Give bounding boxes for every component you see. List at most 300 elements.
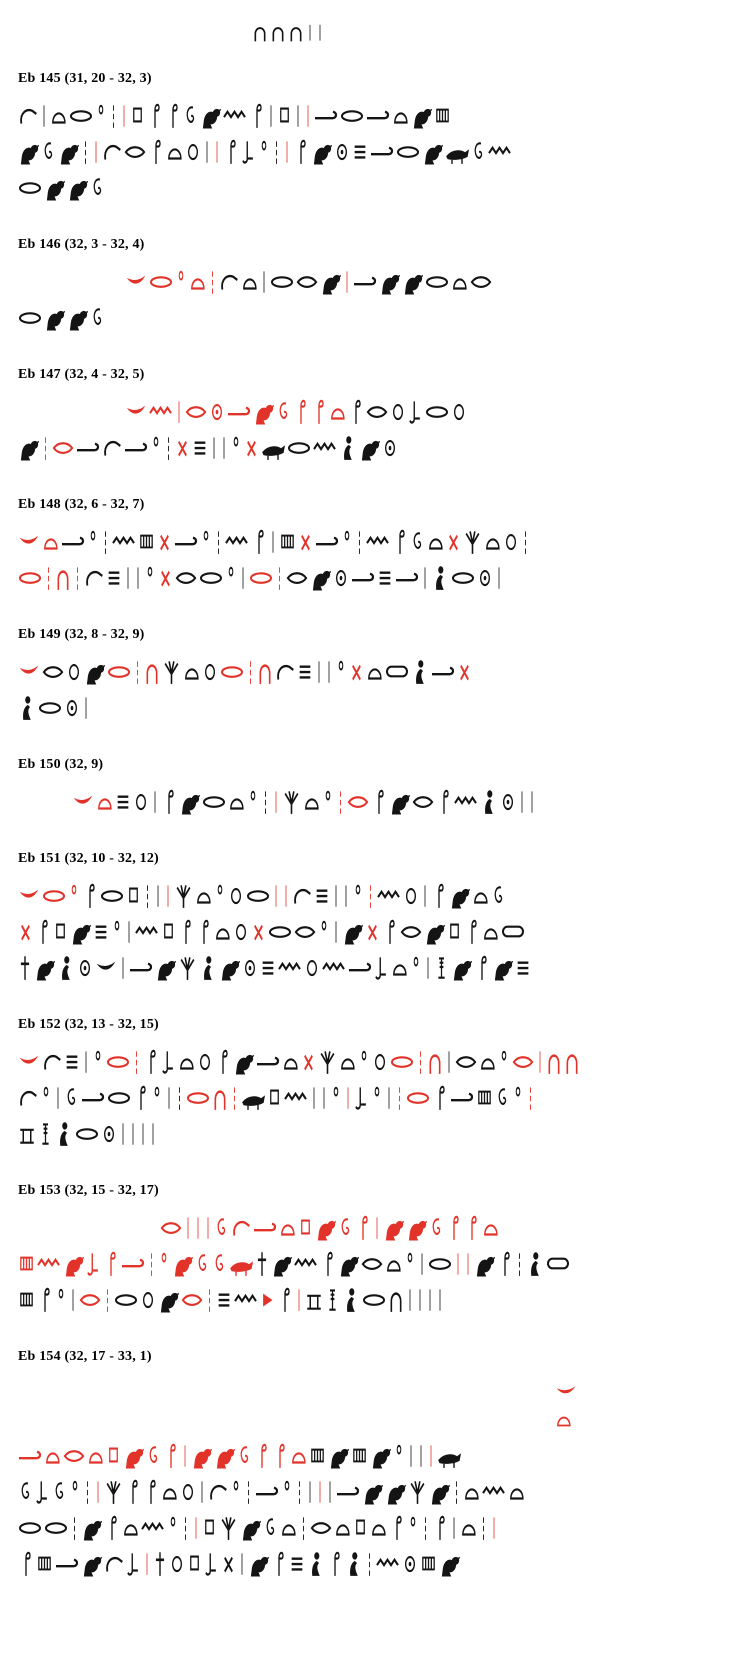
hieroglyph-box-icon xyxy=(53,916,68,946)
section-header xyxy=(18,1182,740,1199)
hieroglyph-halfcircle-icon xyxy=(392,100,409,130)
hieroglyph-seated-icon xyxy=(18,692,36,722)
hieroglyph-arm-icon xyxy=(81,1082,105,1112)
hieroglyph-stroke-icon xyxy=(69,1284,77,1314)
hieroglyph-curl-icon xyxy=(263,1512,278,1542)
section-eb-151 xyxy=(18,850,740,982)
hieroglyph-bird-icon xyxy=(67,302,88,332)
hieroglyph-oval-icon xyxy=(42,880,66,910)
hieroglyph-smallcircle-icon xyxy=(230,432,242,462)
hieroglyph-reed-icon xyxy=(432,1082,448,1112)
hieroglyph-smallcircle-icon xyxy=(167,1512,179,1542)
hieroglyph-zigzag-icon xyxy=(284,1082,308,1112)
hieroglyph-circle-icon xyxy=(403,880,419,910)
hieroglyph-cross-icon xyxy=(153,1548,167,1578)
hieroglyph-lens-icon xyxy=(160,1212,182,1242)
hieroglyph-zigzag-icon xyxy=(234,1284,258,1314)
hieroglyph-stroke-icon xyxy=(528,786,536,816)
hieroglyph-dots-icon xyxy=(275,562,284,592)
hieroglyph-halfcircle-icon xyxy=(366,656,383,686)
section-range: (32, 8 - 32, 9) xyxy=(64,627,145,642)
hieroglyph-stroke-icon xyxy=(421,880,429,910)
hieroglyph-reed-icon xyxy=(165,100,181,130)
hieroglyph-bird-icon xyxy=(179,786,200,816)
hieroglyph-dots-icon xyxy=(395,1082,404,1112)
hieroglyph-bird-icon xyxy=(439,1548,460,1578)
hieroglyph-lens-icon xyxy=(185,396,207,426)
hieroglyph-bird-icon xyxy=(200,100,221,130)
section-range: (32, 15 - 32, 17) xyxy=(64,1183,159,1198)
section-eb-153 xyxy=(18,1182,740,1314)
hieroglyph-seated-icon xyxy=(431,562,449,592)
hieroglyph-reed-icon xyxy=(104,1512,120,1542)
hieroglyph-zigzag-icon xyxy=(141,1512,165,1542)
hieroglyph-dots-icon xyxy=(164,432,173,462)
hieroglyph-bird-icon xyxy=(451,952,472,982)
section-range: (32, 4 - 32, 5) xyxy=(64,367,145,382)
hieroglyph-halfcircle-icon xyxy=(484,526,501,556)
hieroglyph-dots-icon xyxy=(147,1248,156,1278)
hieroglyph-halfcircle-icon xyxy=(460,1512,477,1542)
hieroglyph-stroke-icon xyxy=(306,1476,314,1506)
hieroglyph-curl-icon xyxy=(18,1476,33,1506)
section-range: (32, 6 - 32, 7) xyxy=(64,497,145,512)
hieroglyph-circle-icon xyxy=(228,880,244,910)
hieroglyph-plant-icon xyxy=(219,1512,238,1542)
hieroglyph-curl-icon xyxy=(491,880,506,910)
hieroglyph-halfcircle-icon xyxy=(195,880,212,910)
hieroglyph-oval-icon xyxy=(287,432,311,462)
hieroglyph-dots-icon xyxy=(230,1082,239,1112)
hieroglyph-dots-icon xyxy=(214,526,223,556)
hieroglyph-dots-icon xyxy=(208,266,217,296)
hieroglyph-stroke-icon xyxy=(326,1476,334,1506)
hieroglyph-circle-icon xyxy=(169,1548,185,1578)
hieroglyph-bird-icon xyxy=(402,266,423,296)
hieroglyph-dots-icon xyxy=(299,1512,308,1542)
hieroglyph-bird-icon xyxy=(240,1512,261,1542)
hieroglyph-seated-icon xyxy=(339,432,357,462)
hieroglyph-curl-icon xyxy=(52,1476,67,1506)
hieroglyph-oval-icon xyxy=(202,786,226,816)
hieroglyph-dots-icon xyxy=(366,880,375,910)
hieroglyph-halfcircle-icon xyxy=(427,526,444,556)
hieroglyph-x-icon xyxy=(349,656,364,686)
hieroglyph-bird-icon xyxy=(422,136,443,166)
hieroglyph-stroke-icon xyxy=(192,1512,200,1542)
hieroglyph-stroke-icon xyxy=(204,1212,212,1242)
hieroglyph-reed-icon xyxy=(382,916,398,946)
hieroglyph-roundrect-icon xyxy=(546,1248,570,1278)
hieroglyph-smallcircle-icon xyxy=(404,1248,416,1278)
page-number-glyphs xyxy=(252,20,326,44)
hieroglyph-smallcircle-icon xyxy=(371,1082,383,1112)
hieroglyph-box-icon xyxy=(447,916,462,946)
hieroglyph-stroke-icon xyxy=(203,136,211,166)
hieroglyph-halfcircle-icon xyxy=(451,266,468,296)
hieroglyph-reed-icon xyxy=(254,1440,270,1470)
hieroglyph-smallcircle-icon xyxy=(144,562,156,592)
hieroglyph-line xyxy=(18,432,740,462)
hieroglyph-cup-icon xyxy=(55,562,71,592)
hieroglyph-zigzag-icon xyxy=(225,526,249,556)
hieroglyph-seated-icon xyxy=(55,1118,73,1148)
hieroglyph-bars3-icon xyxy=(106,562,122,592)
hieroglyph-smallcircle-icon xyxy=(150,432,162,462)
hieroglyph-x-icon xyxy=(175,432,190,462)
hieroglyph-bird-icon xyxy=(315,1212,336,1242)
hieroglyph-reed-icon xyxy=(133,1082,149,1112)
hieroglyph-reed-icon xyxy=(355,1212,371,1242)
hieroglyph-curl-icon xyxy=(214,1212,229,1242)
hieroglyph-line xyxy=(18,1118,740,1148)
section-label: Eb 153 xyxy=(18,1183,61,1198)
hieroglyph-stroke-icon xyxy=(536,1046,544,1076)
hieroglyph-halfcircle-icon xyxy=(290,1440,307,1470)
hieroglyph-smallcircle-icon xyxy=(158,1248,170,1278)
hieroglyph-bird-icon xyxy=(214,1440,235,1470)
hieroglyph-reed-icon xyxy=(35,916,51,946)
hieroglyph-stroke-icon xyxy=(436,1284,444,1314)
hieroglyph-arm-icon xyxy=(351,562,375,592)
hieroglyph-stroke-icon xyxy=(332,880,340,910)
hieroglyph-line xyxy=(18,656,740,686)
hieroglyph-plant-icon xyxy=(408,1476,427,1506)
hieroglyph-line xyxy=(18,1284,740,1314)
hieroglyph-stroke-icon xyxy=(260,266,268,296)
hieroglyph-smallcircle-icon xyxy=(69,1476,81,1506)
hieroglyph-foot-icon xyxy=(204,1548,219,1578)
hieroglyph-bowl-icon xyxy=(125,266,147,296)
hieroglyph-stroke-icon xyxy=(129,1118,137,1148)
hieroglyph-halfcircle-icon xyxy=(479,1046,496,1076)
hieroglyph-line xyxy=(18,562,740,592)
hieroglyph-smallcircle-icon xyxy=(258,136,270,166)
hieroglyph-cup-icon xyxy=(212,1082,228,1112)
hieroglyph-stroke-icon xyxy=(417,1440,425,1470)
hieroglyph-cup-icon xyxy=(388,1284,404,1314)
hieroglyph-lens-icon xyxy=(455,1046,477,1076)
hieroglyph-dots-icon xyxy=(295,1476,304,1506)
hieroglyph-stroke-icon xyxy=(283,136,291,166)
hieroglyph-halfcircle-icon xyxy=(166,136,183,166)
hieroglyph-bird-icon xyxy=(219,952,240,982)
hieroglyph-sickle-icon xyxy=(219,266,239,296)
hieroglyph-x-icon xyxy=(446,526,461,556)
hieroglyph-bird-icon xyxy=(383,1212,404,1242)
hieroglyph-smallcircle-icon xyxy=(407,1512,419,1542)
hieroglyph-stroke-icon xyxy=(139,1118,147,1148)
hieroglyph-x-icon xyxy=(157,526,172,556)
hieroglyph-oval-icon xyxy=(199,562,223,592)
hieroglyph-sickle-icon xyxy=(102,136,122,166)
hieroglyph-circle-icon xyxy=(372,1046,388,1076)
hieroglyph-line xyxy=(18,100,740,130)
hieroglyph-sickle-icon xyxy=(84,562,104,592)
hieroglyph-curl-icon xyxy=(183,100,198,130)
hieroglyph-box-icon xyxy=(202,1512,217,1542)
hieroglyph-stroke-icon xyxy=(426,1284,434,1314)
hieroglyph-roundrect-icon xyxy=(501,916,525,946)
hieroglyph-stroke-icon xyxy=(373,1212,381,1242)
hieroglyph-bars3-icon xyxy=(260,952,276,982)
hieroglyph-smallcircle-icon xyxy=(55,1284,67,1314)
hieroglyph-oval-icon xyxy=(107,656,131,686)
hieroglyph-box-icon xyxy=(106,1440,121,1470)
hieroglyph-bird-icon xyxy=(158,1284,179,1314)
hieroglyph-halfcircle-icon xyxy=(50,100,67,130)
hieroglyph-arm-icon xyxy=(450,1082,474,1112)
hieroglyph-stroke-icon xyxy=(418,1248,426,1278)
hieroglyph-smallcircle-icon xyxy=(111,916,123,946)
section-label: Eb 154 xyxy=(18,1349,61,1364)
hieroglyph-zigzag-icon xyxy=(376,1548,400,1578)
hieroglyph-oval-icon xyxy=(425,266,449,296)
hieroglyph-comb-icon xyxy=(420,1548,437,1578)
hieroglyph-stroke-icon xyxy=(238,1548,246,1578)
hieroglyph-arm-icon xyxy=(366,100,390,130)
hieroglyph-stroke-icon xyxy=(316,21,324,43)
hieroglyph-smallcircle-icon xyxy=(352,880,364,910)
hieroglyph-bird-icon xyxy=(449,880,470,910)
hieroglyph-stroke-icon xyxy=(282,880,290,910)
hieroglyph-stroke-icon xyxy=(342,880,350,910)
hieroglyph-bowl-icon xyxy=(18,656,40,686)
hieroglyph-zigzag-icon xyxy=(294,1248,318,1278)
hieroglyph-reed-icon xyxy=(431,880,447,910)
hieroglyph-oval-icon xyxy=(428,1248,452,1278)
section-header xyxy=(18,496,740,513)
section-range: (32, 13 - 32, 15) xyxy=(64,1017,159,1032)
hieroglyph-oval-icon xyxy=(270,266,294,296)
hieroglyph-stroke-icon xyxy=(454,1248,462,1278)
hieroglyph-bird-icon xyxy=(320,266,341,296)
hieroglyph-line xyxy=(160,1212,740,1242)
hieroglyph-bowl-icon xyxy=(95,952,117,982)
hieroglyph-arm-icon xyxy=(395,562,419,592)
hieroglyph-arm-icon xyxy=(314,100,338,130)
hieroglyph-cross-icon xyxy=(18,952,32,982)
hieroglyph-smallcircle-icon xyxy=(151,1082,163,1112)
hieroglyph-circledot-icon xyxy=(333,562,349,592)
section-label: Eb 149 xyxy=(18,627,61,642)
hieroglyph-smallcircle-icon xyxy=(322,786,334,816)
hieroglyph-reed-icon xyxy=(474,952,490,982)
hieroglyph-bars3-icon xyxy=(192,432,208,462)
hieroglyph-bars3-icon xyxy=(64,1046,80,1076)
hieroglyph-arm-icon xyxy=(227,396,251,426)
hieroglyph-line xyxy=(72,786,740,816)
hieroglyph-bowl-icon xyxy=(125,396,147,426)
hieroglyph-reed-icon xyxy=(196,916,212,946)
hieroglyph-dots-icon xyxy=(272,136,281,166)
hieroglyph-smallcircle-icon xyxy=(330,1082,342,1112)
hieroglyph-stroke-icon xyxy=(125,916,133,946)
hieroglyph-sickle-icon xyxy=(231,1212,251,1242)
hieroglyph-line xyxy=(18,302,740,332)
hieroglyph-stroke-icon xyxy=(416,1284,424,1314)
hieroglyph-bird-icon xyxy=(248,1548,269,1578)
hieroglyph-bird-icon xyxy=(191,1440,212,1470)
hieroglyph-plant-icon xyxy=(282,786,301,816)
hieroglyph-zigzag-icon xyxy=(135,916,159,946)
hieroglyph-reed-icon xyxy=(389,1512,405,1542)
hieroglyph-smallcircle-icon xyxy=(318,916,330,946)
hieroglyph-seated-icon xyxy=(307,1548,325,1578)
hieroglyph-stroke-icon xyxy=(306,21,314,43)
hieroglyph-arm-icon xyxy=(370,136,394,166)
hieroglyph-lens-icon xyxy=(79,1284,101,1314)
hieroglyph-pillar-icon xyxy=(38,1118,53,1148)
hieroglyph-halfcircle-icon xyxy=(280,1512,297,1542)
hieroglyph-dots-icon xyxy=(41,432,50,462)
hieroglyph-reed-icon xyxy=(464,916,480,946)
hieroglyph-stroke-icon xyxy=(267,100,275,130)
hieroglyph-reed-icon xyxy=(293,136,309,166)
hieroglyph-bird-icon xyxy=(424,916,445,946)
hieroglyph-arm-icon xyxy=(256,1046,280,1076)
hieroglyph-reed-icon xyxy=(82,880,98,910)
hieroglyph-oval-icon xyxy=(69,100,93,130)
hieroglyph-oval-icon xyxy=(186,1082,210,1112)
hieroglyph-stroke-icon xyxy=(119,952,127,982)
hieroglyph-bird-icon xyxy=(172,1248,193,1278)
hieroglyph-comb-icon xyxy=(476,1082,493,1112)
hieroglyph-oval-icon xyxy=(425,396,449,426)
hieroglyph-comb-icon xyxy=(309,1440,326,1470)
hieroglyph-curl-icon xyxy=(195,1248,210,1278)
hieroglyph-sickle-icon xyxy=(104,1548,124,1578)
hieroglyph-reed-icon xyxy=(348,396,364,426)
hieroglyph-cup-icon xyxy=(257,656,273,686)
hieroglyph-smallcircle-icon xyxy=(358,1046,370,1076)
hieroglyph-halfcircle-icon xyxy=(329,396,346,426)
hieroglyph-animal-icon xyxy=(437,1440,461,1470)
hieroglyph-arm-icon xyxy=(18,1440,42,1470)
hieroglyph-box-icon xyxy=(126,880,141,910)
hieroglyph-oval-icon xyxy=(18,302,42,332)
hieroglyph-smallcircle-icon xyxy=(68,880,80,910)
hieroglyph-dots-icon xyxy=(181,1512,190,1542)
hieroglyph-oval-icon xyxy=(106,1046,130,1076)
hieroglyph-lens-icon xyxy=(347,786,369,816)
hieroglyph-comb-icon xyxy=(434,100,451,130)
hieroglyph-halfcircle-icon xyxy=(482,1212,499,1242)
hieroglyph-dots-icon xyxy=(101,526,110,556)
hieroglyph-oval-icon xyxy=(100,880,124,910)
hieroglyph-bird-icon xyxy=(18,432,39,462)
hieroglyph-smallcircle-icon xyxy=(225,562,237,592)
hieroglyph-curl-icon xyxy=(495,1082,510,1112)
hieroglyph-stroke-icon xyxy=(151,786,159,816)
hieroglyph-smallcircle-icon xyxy=(512,1082,524,1112)
hieroglyph-curl-icon xyxy=(146,1440,161,1470)
hieroglyph-x-icon xyxy=(18,916,33,946)
hieroglyph-curl-icon xyxy=(410,526,425,556)
hieroglyph-curl-icon xyxy=(41,136,56,166)
hieroglyph-stroke-icon xyxy=(406,1284,414,1314)
hieroglyph-circle-icon xyxy=(133,786,149,816)
hieroglyph-stroke-icon xyxy=(239,562,247,592)
hieroglyph-table-icon xyxy=(18,1118,36,1148)
hieroglyph-reed-icon xyxy=(271,1548,287,1578)
hieroglyph-dots-icon xyxy=(416,1046,425,1076)
section-header xyxy=(18,236,740,253)
hieroglyph-halfcircle-icon xyxy=(370,1512,387,1542)
hieroglyph-circledot-icon xyxy=(64,692,80,722)
hieroglyph-oval-icon xyxy=(451,562,475,592)
hieroglyph-smallcircle-icon xyxy=(40,1082,52,1112)
hieroglyph-reed-icon xyxy=(436,786,452,816)
hieroglyph-animal-icon xyxy=(241,1082,265,1112)
hieroglyph-lens-icon xyxy=(310,1512,332,1542)
hieroglyph-smallcircle-icon xyxy=(200,526,212,556)
hieroglyph-plant-icon xyxy=(174,880,193,910)
hieroglyph-bird-icon xyxy=(359,432,380,462)
hieroglyph-stroke-icon xyxy=(343,266,351,296)
hieroglyph-stroke-icon xyxy=(92,136,100,166)
hieroglyph-box-icon xyxy=(161,916,176,946)
hieroglyph-circle-icon xyxy=(233,916,249,946)
hieroglyph-bird-icon xyxy=(84,656,105,686)
hieroglyph-plant-icon xyxy=(318,1046,337,1076)
hieroglyph-oval-icon xyxy=(340,100,364,130)
hieroglyph-circle-icon xyxy=(304,952,320,982)
hieroglyph-reed-icon xyxy=(125,1476,141,1506)
hieroglyph-dots-icon xyxy=(246,656,255,686)
hieroglyph-foot-icon xyxy=(86,1248,101,1278)
hieroglyph-reed-icon xyxy=(249,100,265,130)
hieroglyph-circledot-icon xyxy=(209,396,225,426)
hieroglyph-dots-icon xyxy=(205,1284,214,1314)
hieroglyph-oval-icon xyxy=(390,1046,414,1076)
hieroglyph-box-icon xyxy=(187,1548,202,1578)
hieroglyph-line xyxy=(125,396,740,426)
hieroglyph-reed-icon xyxy=(223,136,239,166)
hieroglyph-oval-icon xyxy=(268,916,292,946)
hieroglyph-reed-icon xyxy=(320,1248,336,1278)
hieroglyph-halfcircle-icon xyxy=(303,786,320,816)
hieroglyph-plant-icon xyxy=(178,952,197,982)
hieroglyph-dots-icon xyxy=(365,1548,374,1578)
section-eb-150 xyxy=(18,756,740,816)
section-eb-149 xyxy=(18,626,740,722)
hieroglyph-halfcircle-icon xyxy=(508,1476,525,1506)
hieroglyph-foot-icon xyxy=(35,1476,50,1506)
hieroglyph-smallcircle-icon xyxy=(393,1440,405,1470)
hieroglyph-circle-icon xyxy=(197,1046,213,1076)
hieroglyph-box-icon xyxy=(267,1082,282,1112)
hieroglyph-reed-icon xyxy=(293,396,309,426)
hieroglyph-seated-icon xyxy=(342,1284,360,1314)
hieroglyph-bird-icon xyxy=(18,136,39,166)
hieroglyph-seated-icon xyxy=(57,952,75,982)
hieroglyph-halfcircle-icon xyxy=(42,526,59,556)
hieroglyph-triright-icon xyxy=(260,1284,275,1314)
hieroglyph-circledot-icon xyxy=(101,1118,117,1148)
hieroglyph-reed-icon xyxy=(178,916,194,946)
hieroglyph-bars3-icon xyxy=(216,1284,232,1314)
hieroglyph-box-icon xyxy=(277,100,292,130)
hieroglyph-line xyxy=(125,266,740,296)
hieroglyph-dots-icon xyxy=(244,1476,253,1506)
hieroglyph-line xyxy=(18,1476,740,1506)
hieroglyph-dots-icon xyxy=(109,100,118,130)
hieroglyph-cross-icon xyxy=(255,1248,269,1278)
hieroglyph-halfcircle-icon xyxy=(282,1046,299,1076)
hieroglyph-halfcircle-icon xyxy=(391,952,408,982)
hieroglyph-reed-icon xyxy=(161,786,177,816)
